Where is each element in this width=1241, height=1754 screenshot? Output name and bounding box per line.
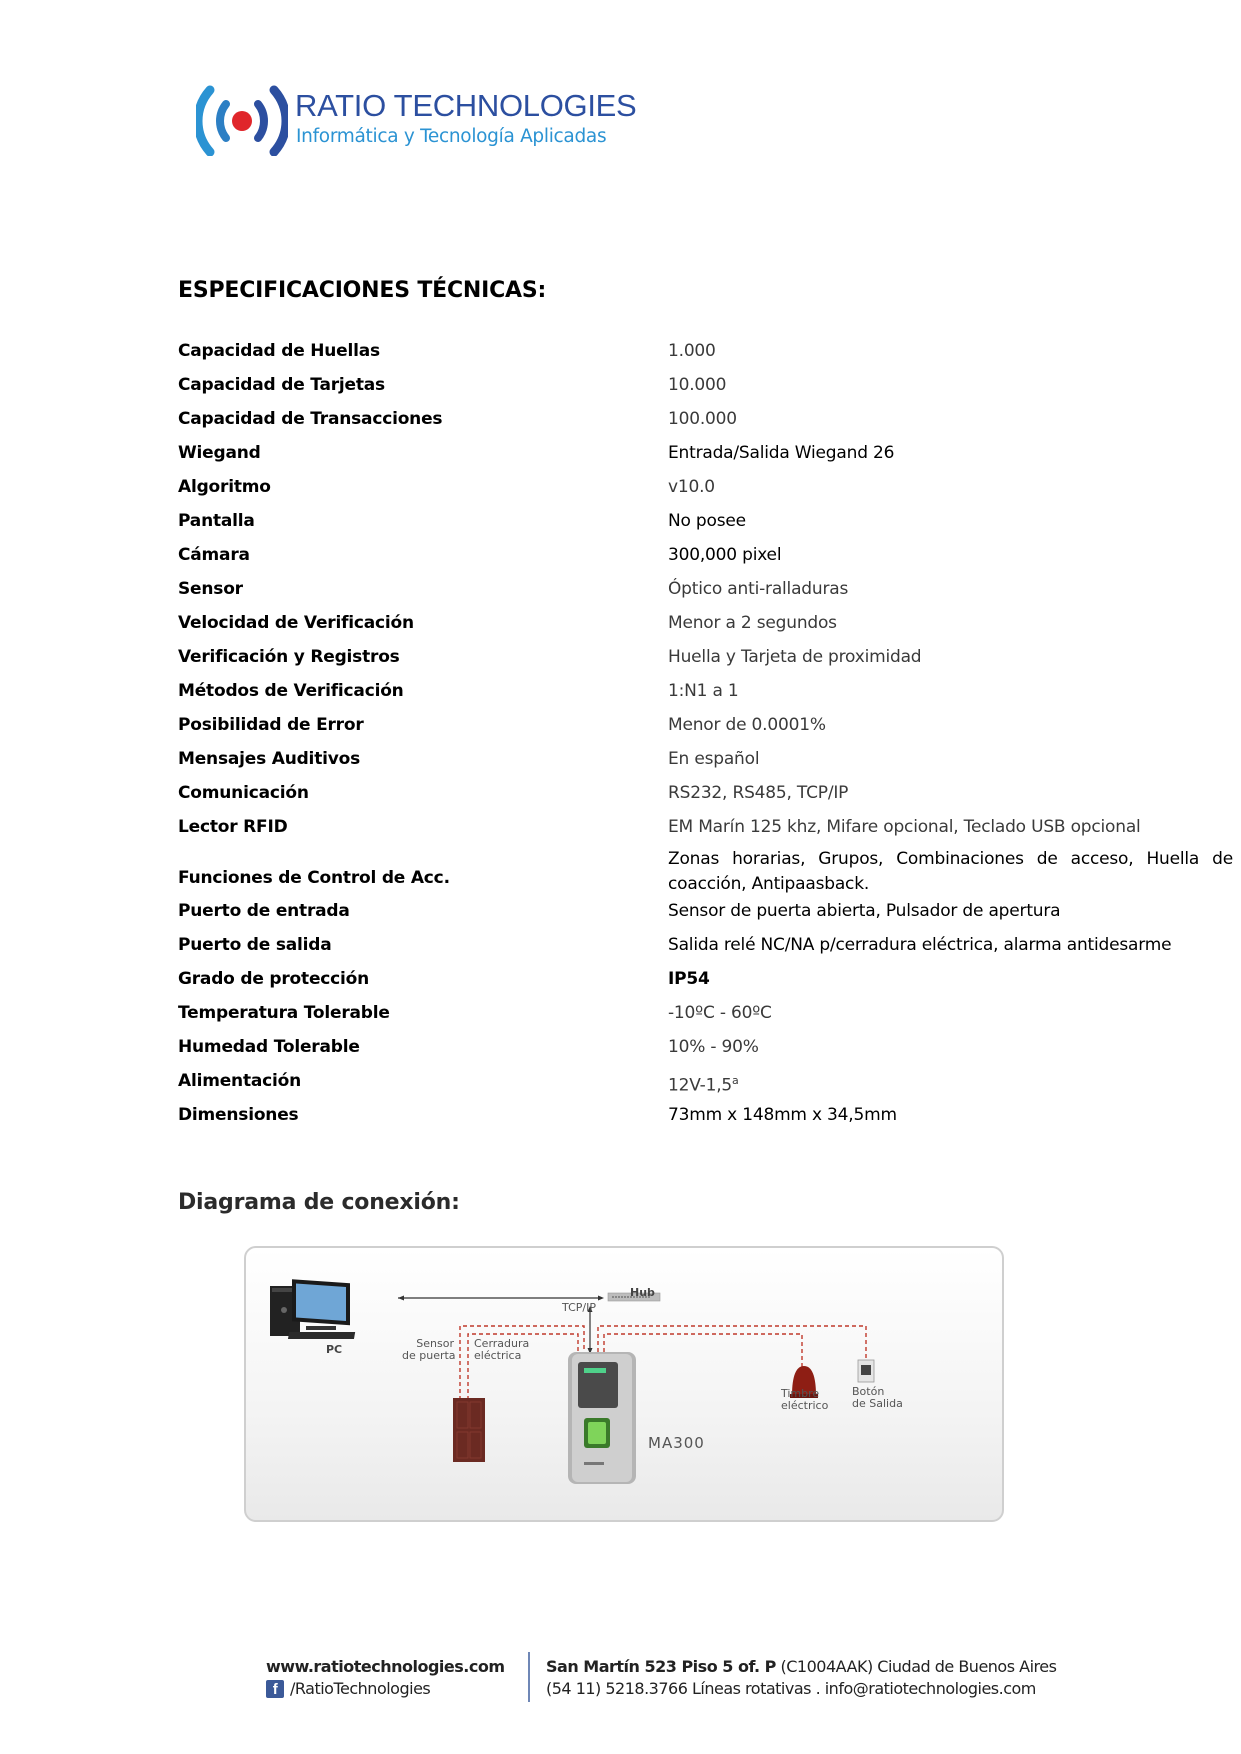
spec-value: RS232, RS485, TCP/IP: [668, 783, 849, 803]
spec-value: Sensor de puerta abierta, Pulsador de apertura: [668, 901, 1061, 921]
spec-value: 100.000: [668, 409, 737, 429]
spec-row: [178, 1000, 1233, 1034]
spec-value: EM Marín 125 khz, Mifare opcional, Teclado USB opcional: [668, 817, 1141, 837]
sensor-label: [402, 1338, 454, 1362]
wireless-signal-icon: [196, 84, 288, 156]
spec-row: [178, 474, 1233, 508]
spec-label: Puerto de entrada: [178, 901, 350, 921]
spec-label: Wiegand: [178, 443, 261, 463]
spec-value: Menor de 0.0001%: [668, 715, 826, 735]
model-label: MA300: [648, 1434, 705, 1452]
spec-label: Dimensiones: [178, 1105, 299, 1125]
spec-row: [178, 440, 1233, 474]
facebook-link[interactable]: [266, 1679, 504, 1698]
spec-value-line-1: Zonas horarias, Grupos, Combinaciones de acceso, Huella de: [668, 849, 1233, 869]
spec-row: [178, 966, 1233, 1000]
facebook-icon: f: [266, 1680, 284, 1698]
spec-label: Capacidad de Transacciones: [178, 409, 443, 429]
spec-row: [178, 372, 1233, 406]
spec-row: [178, 678, 1233, 712]
sensor-label-line-1: Sensor: [416, 1337, 454, 1350]
spec-label: Capacidad de Huellas: [178, 341, 380, 361]
spec-label: Alimentación: [178, 1071, 302, 1091]
diagram-graphics: [246, 1248, 1002, 1520]
spec-label: Posibilidad de Error: [178, 715, 364, 735]
spec-row: [178, 1102, 1233, 1136]
spec-row: [178, 1068, 1233, 1102]
lock-label-line-1: Cerradura: [474, 1337, 530, 1350]
spec-label: Grado de protección: [178, 969, 370, 989]
logo-title: RATIO TECHNOLOGIES: [295, 88, 637, 123]
spec-row: [178, 746, 1233, 780]
spec-label: Temperatura Tolerable: [178, 1003, 390, 1023]
spec-value: Salida relé NC/NA p/cerradura eléctrica, alarma antidesarme: [668, 935, 1172, 955]
bell-label-line-1: Timbre: [781, 1387, 820, 1400]
tcpip-label: TCP/IP: [562, 1301, 596, 1314]
footer-contact: [546, 1657, 1056, 1698]
bell-label: [781, 1388, 828, 1412]
spec-label: Capacidad de Tarjetas: [178, 375, 385, 395]
website-link[interactable]: www.ratiotechnologies.com: [266, 1657, 505, 1676]
company-logo: [196, 84, 636, 156]
facebook-handle: /RatioTechnologies: [290, 1679, 431, 1698]
spec-label: Humedad Tolerable: [178, 1037, 360, 1057]
spec-row: [178, 610, 1233, 644]
spec-row: [178, 508, 1233, 542]
spec-value-line-2: coacción, Antipaasback.: [668, 874, 870, 894]
spec-row: [178, 712, 1233, 746]
contact-line: (54 11) 5218.3766 Líneas rotativas . info@ratiotechnologies.com: [546, 1679, 1036, 1698]
spec-value: 1.000: [668, 341, 716, 361]
spec-row: [178, 932, 1233, 966]
spec-value: 300,000 pixel: [668, 545, 782, 565]
spec-label: Sensor: [178, 579, 243, 599]
spec-label: Funciones de Control de Acc.: [178, 868, 450, 888]
exit-button-label-line-1: Botón: [852, 1385, 885, 1398]
footer-divider: [528, 1652, 530, 1702]
lock-label-line-2: eléctrica: [474, 1349, 522, 1362]
address-street: San Martín 523 Piso 5 of. P: [546, 1657, 776, 1676]
spec-label: Pantalla: [178, 511, 255, 531]
spec-value: -10ºC - 60ºC: [668, 1003, 772, 1023]
spec-row: [178, 1034, 1233, 1068]
footer-left: [266, 1657, 504, 1698]
spec-value-sup: a: [732, 1074, 739, 1087]
pc-icon: [270, 1279, 355, 1339]
spec-row: [178, 542, 1233, 576]
spec-label: Puerto de salida: [178, 935, 332, 955]
logo-subtitle: Informática y Tecnología Aplicadas: [296, 126, 607, 147]
sensor-label-line-2: de puerta: [402, 1349, 456, 1362]
spec-row: [178, 780, 1233, 814]
hub-label: Hub: [630, 1286, 655, 1299]
exit-button-label: [852, 1386, 903, 1410]
spec-label: Algoritmo: [178, 477, 271, 497]
spec-row: [178, 338, 1233, 372]
spec-row: [178, 576, 1233, 610]
pc-label: PC: [326, 1343, 343, 1356]
spec-value: Entrada/Salida Wiegand 26: [668, 443, 895, 463]
specs-heading: ESPECIFICACIONES TÉCNICAS:: [178, 278, 547, 303]
spec-row: [178, 848, 1233, 898]
exit-button-icon: [858, 1360, 874, 1382]
ma300-device-icon: [568, 1352, 636, 1484]
spec-value: Menor a 2 segundos: [668, 613, 837, 633]
spec-label: Mensajes Auditivos: [178, 749, 361, 769]
spec-value: [668, 847, 1233, 897]
spec-value: Huella y Tarjeta de proximidad: [668, 647, 922, 667]
spec-row: [178, 644, 1233, 678]
spec-value: 10.000: [668, 375, 727, 395]
lock-label: [474, 1338, 529, 1362]
spec-label: Cámara: [178, 545, 250, 565]
spec-row: [178, 898, 1233, 932]
door-icon: [453, 1398, 485, 1462]
spec-label: Comunicación: [178, 783, 309, 803]
spec-row: [178, 814, 1233, 848]
spec-label: Verificación y Registros: [178, 647, 400, 667]
spec-value: IP54: [668, 969, 710, 989]
spec-value: v10.0: [668, 477, 715, 497]
spec-label: Velocidad de Verificación: [178, 613, 414, 633]
spec-value-main: 12V-1,5: [668, 1075, 733, 1096]
spec-value: No posee: [668, 511, 746, 531]
address-line: [546, 1657, 1056, 1676]
spec-label: Métodos de Verificación: [178, 681, 404, 701]
exit-button-label-line-2: de Salida: [852, 1397, 903, 1410]
spec-value: En español: [668, 749, 760, 769]
spec-value: Óptico anti-ralladuras: [668, 579, 849, 599]
spec-value: 73mm x 148mm x 34,5mm: [668, 1105, 897, 1125]
spec-value: 10% - 90%: [668, 1037, 759, 1057]
specs-table: [178, 338, 1233, 1136]
spec-value: 1:N1 a 1: [668, 681, 739, 701]
bell-label-line-2: eléctrico: [781, 1399, 829, 1412]
spec-value: [668, 1074, 739, 1096]
pc-hub-link: [398, 1296, 604, 1301]
spec-label: Lector RFID: [178, 817, 288, 837]
connection-diagram: [244, 1246, 1004, 1522]
address-city: (C1004AAK) Ciudad de Buenos Aires: [775, 1657, 1057, 1676]
diagram-heading: Diagrama de conexión:: [178, 1190, 460, 1215]
spec-row: [178, 406, 1233, 440]
